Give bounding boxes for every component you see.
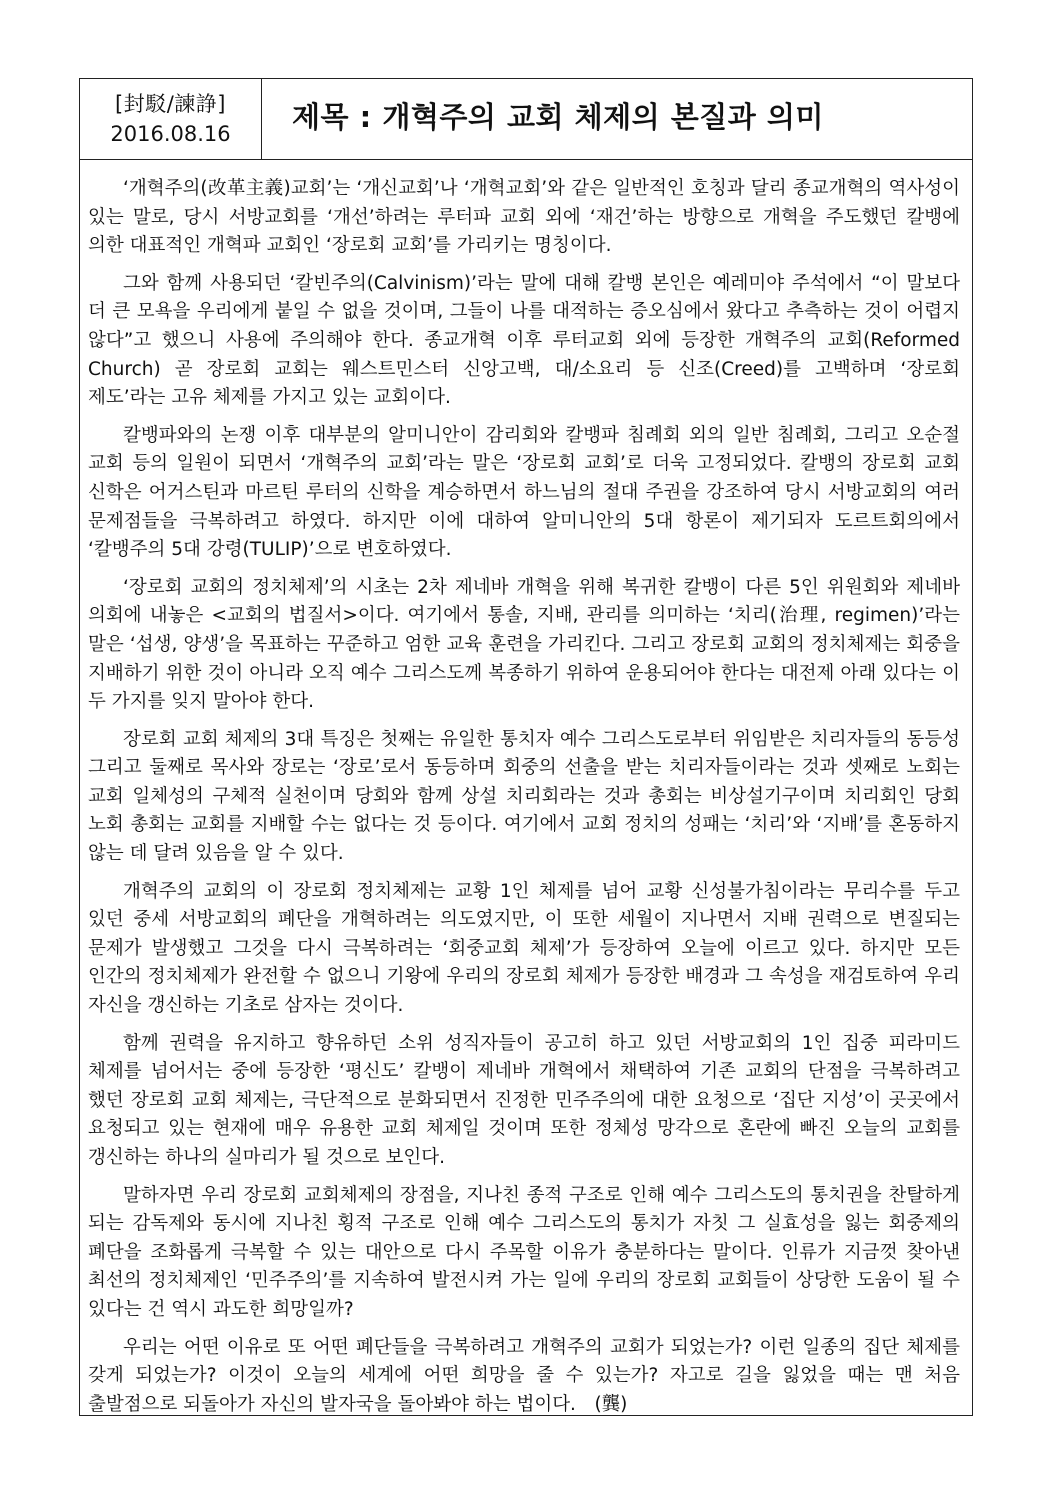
paragraph-5: 장로회 교회 체제의 3대 특징은 첫째는 유일한 통치자 예수 그리스도로부터 위임받은 치리자들의 동등성 그리고 둘째로 목사와 장로는 ‘장로’로서 동등하며 회중의 선출을 받는 치리자들이라는 것과 셋째로 노회는 교회 일체성의 구체적 실천이며 당회와 함께 상설 치리회라는 것과 총회는 비상설기구이며 치리회인 당회 노회 총회는 교회를 지배할 수는 없다는 것 등이다. 여기에서 교회 정치의 성패는 ‘치리’와 ‘지배’를 혼동하지 않는 데 달려 있음을 알 수 있다. xyxy=(88,728,960,865)
paragraph-2: 그와 함께 사용되던 ‘칼빈주의(Calvinism)’라는 말에 대해 칼뱅 본인은 예레미야 주석에서 “이 말보다 더 큰 모욕을 우리에게 붙일 수 없을 것이며, 그들이 나를 대적하는 증오심에서 왔다고 추측하는 것이 어렵지 않다”고 했으니 사용에 주의해야 한다. 종교개혁 이후 루터교회 외에 등장한 개혁주의 교회(Reformed Church) 곧 장로회 교회는 웨스트민스터 신앙고백, 대/소요리 등 신조(Creed)를 고백하며 ‘장로회 제도’라는 고유 체제를 가지고 있는 교회이다. xyxy=(88,272,960,409)
paragraph-8: 말하자면 우리 장로회 교회체제의 장점을, 지나친 종적 구조로 인해 예수 그리스도의 통치권을 찬탈하게 되는 감독제와 동시에 지나친 횡적 구조로 인해 예수 그리스도의 통치가 자칫 그 실효성을 잃는 회중제의 폐단을 조화롭게 극복할 수 있는 대안으로 다시 주목할 이유가 충분하다는 말이다. 인류가 지금껏 찾아낸 최선의 정치체제인 ‘민주주의’를 지속하여 발전시켜 가는 일에 우리의 장로회 교회들이 상당한 도움이 될 수 있다는 건 역시 과도한 희망일까? xyxy=(88,1184,960,1320)
page-title: 제목 : 개혁주의 교회 체제의 본질과 의미 xyxy=(292,100,824,134)
paragraph-3: 칼뱅파와의 논쟁 이후 대부분의 알미니안이 감리회와 칼뱅파 침례회 외의 일반 침례회, 그리고 오순절 교회 등의 일원이 되면서 ‘개혁주의 교회’라는 말은 ‘장로회 교회’로 더욱 고정되었다. 칼뱅의 장로회 교회 신학은 어거스틴과 마르틴 루터의 신학을 계승하면서 하느님의 절대 주권을 강조하여 당시 서방교회의 여러 문제점들을 극복하려고 하였다. 하지만 이에 대하여 알미니안의 5대 항론이 제기되자 도르트회의에서 ‘칼뱅주의 5대 강령(TULIP)’으로 변호하였다. xyxy=(88,424,960,561)
paragraph-6: 개혁주의 교회의 이 장로회 정치체제는 교황 1인 체제를 넘어 교황 신성불가침이라는 무리수를 두고 있던 중세 서방교회의 폐단을 개혁하려는 의도였지만, 이 또한 세월이 지나면서 지배 권력으로 변질되는 문제가 발생했고 그것을 다시 극복하려는 ‘회중교회 체제’가 등장하여 오늘에 이르고 있다. 하지만 모든 인간의 정치체제가 완전할 수 없으니 기왕에 우리의 장로회 체제가 등장한 배경과 그 속성을 재검토하여 우리 자신을 갱신하는 기초로 삼자는 것이다. xyxy=(88,880,960,1017)
paragraph-4: ‘장로회 교회의 정치체제’의 시초는 2차 제네바 개혁을 위해 복귀한 칼뱅이 다른 5인 위원회와 제네바 의회에 내놓은 <교회의 법질서>이다. 여기에서 통솔, 지배, 관리를 의미하는 ‘치리(治理, regimen)’라는 말은 ‘섭생, 양생’을 목표하는 꾸준하고 엄한 교육 훈련을 가리킨다. 그리고 장로회 교회의 정치체제는 회중을 지배하기 위한 것이 아니라 오직 예수 그리스도께 복종하기 위하여 운용되어야 한다는 대전제 아래 있다는 이 두 가지를 잊지 말아야 한다. xyxy=(88,576,960,713)
category-label: [封駁/諫諍] xyxy=(115,92,226,116)
date-label: 2016.08.16 xyxy=(110,122,231,146)
article-body xyxy=(88,175,960,1428)
document-header xyxy=(80,79,972,160)
header-meta-box xyxy=(80,79,262,159)
paragraph-9: 우리는 어떤 이유로 또 어떤 폐단들을 극복하려고 개혁주의 교회가 되었는가? 이런 일종의 집단 체제를 갖게 되었는가? 이것이 오늘의 세계에 어떤 희망을 줄 수 있는가? 자고로 길을 잃었을 때는 맨 처음 출발점으로 되돌아가 자신의 발자국을 돌아봐야 하는 법이다. (龔) xyxy=(88,1336,960,1415)
document-frame xyxy=(79,78,973,1416)
paragraph-7: 함께 권력을 유지하고 향유하던 소위 성직자들이 공고히 하고 있던 서방교회의 1인 집중 피라미드 체제를 넘어서는 중에 등장한 ‘평신도’ 칼뱅이 제네바 개혁에서 채택하여 기존 교회의 단점을 극복하려고 했던 장로회 교회 체제는, 극단적으로 분화되면서 진정한 민주주의에 대한 요청으로 ‘집단 지성’이 곳곳에서 요청되고 있는 현재에 매우 유용한 교회 체제일 것이며 또한 정체성 망각으로 혼란에 빠진 오늘의 교회를 갱신하는 하나의 실마리가 될 것으로 보인다. xyxy=(88,1032,960,1168)
paragraph-1: ‘개혁주의(改革主義)교회’는 ‘개신교회’나 ‘개혁교회’와 같은 일반적인 호칭과 달리 종교개혁의 역사성이 있는 말로, 당시 서방교회를 ‘개선’하려는 루터파 교회 외에 ‘재건’하는 방향으로 개혁을 주도했던 칼뱅에 의한 대표적인 개혁파 교회인 ‘장로회 교회’를 가리키는 명칭이다. xyxy=(88,178,960,257)
